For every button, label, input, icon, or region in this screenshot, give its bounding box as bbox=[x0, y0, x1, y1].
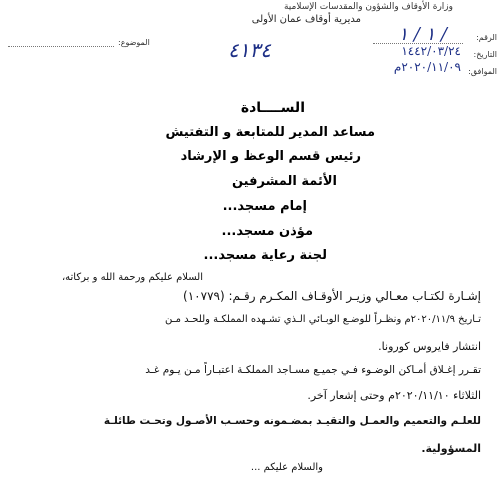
ministry-name: وزارة الأوقاف والشؤون والمقدسات الإسلامية bbox=[283, 2, 453, 12]
hijri-label: التاريخ: bbox=[473, 50, 497, 59]
greeting: السلام عليكم ورحمة الله و بركاته، bbox=[61, 272, 203, 283]
addressee-supervising-imams: الأئمة المشرفين bbox=[231, 174, 337, 189]
stamp-mark: ١ / ١ / bbox=[398, 24, 447, 45]
hijri-date: ١٤٤٢/٠٣/٢٤ bbox=[401, 44, 461, 58]
directorate-name: مديرية أوقاف عمان الأولى bbox=[251, 14, 361, 25]
body-line-4: تقـرر إغـلاق أمـاكن الوضـوء فـي جميـع مسـاجد المملكـة اعتبـاراً مـن يـوم غـد bbox=[145, 364, 481, 376]
reference-number: ٤١٣٤ bbox=[228, 38, 271, 62]
body-line-2: تـاريخ ٢٠٢٠/١١/٩م ونظـراً للوضـع الوبـائي الـذي تشـهده المملكـة وللحـد مـن bbox=[165, 314, 481, 325]
addressee-committee: لجنة رعاية مسجد... bbox=[203, 248, 327, 263]
addressee-muezzin: مؤذن مسجد... bbox=[221, 224, 313, 239]
body-line-3: انتشار فايروس كورونا. bbox=[378, 340, 481, 353]
subject-label: الموضوع: bbox=[118, 38, 150, 47]
body-line-7: المسؤولية. bbox=[421, 442, 481, 455]
addressee-assistant-director: مساعد المدير للمتابعة و التفتيش bbox=[165, 125, 375, 140]
addressee-head-of-section: رئيس قسم الوعظ و الإرشاد bbox=[180, 149, 361, 164]
body-line-1: إشـارة لكتـاب معـالي وزيـر الأوقـاف المكـرم رقـم: (١٠٧٧٩) bbox=[183, 289, 481, 303]
subject-line bbox=[8, 46, 114, 47]
greg-date: ٢٠٢٠/١١/٠٩م bbox=[393, 60, 461, 74]
body-line-6: للعلـم والتعميم والعمـل والتقيـد بمضـمونه وحسـب الأصـول وتحـت طائلـة bbox=[103, 415, 481, 427]
closing: والسلام عليكم ... bbox=[250, 462, 323, 473]
greg-label: الموافق: bbox=[468, 67, 497, 76]
ref-label: الرقم: bbox=[476, 33, 497, 42]
body-line-5: الثلاثاء ٢٠٢٠/١١/١٠م وحتى إشعار آخر. bbox=[307, 389, 481, 402]
addressee-title: الســــادة bbox=[240, 100, 305, 116]
addressee-imam: إمام مسجد... bbox=[222, 199, 307, 214]
